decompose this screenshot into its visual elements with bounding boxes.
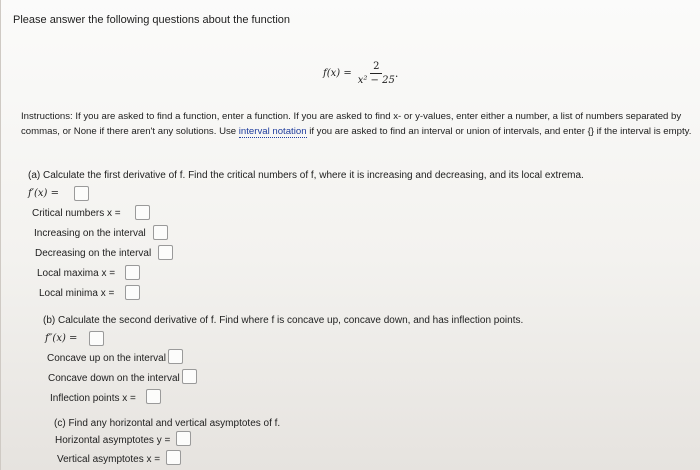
instructions-part1: Instructions: If you are asked to find a function, enter a function. If you are asked to find x- or y-values, enter either a number, a list of numbers separated by commas, or None if there aren't any solutions. Use	[21, 111, 682, 137]
function-denominator: x² − 25	[357, 74, 395, 86]
concave-down-input[interactable]	[182, 369, 197, 384]
part-a-title: (a) Calculate the first derivative of f. Find the critical numbers of f, where it is increasing and decreasing, and its local extrema.	[28, 170, 584, 181]
increasing-interval-input[interactable]	[153, 225, 168, 240]
vertical-asymptotes-input[interactable]	[166, 450, 181, 465]
inflection-points-input[interactable]	[146, 389, 161, 404]
second-derivative-input[interactable]	[89, 331, 104, 346]
part-c-title: (c) Find any horizontal and vertical asymptotes of f.	[54, 418, 281, 429]
increasing-label: Increasing on the interval	[34, 228, 146, 239]
inflection-points-label: Inflection points x =	[50, 393, 136, 404]
first-derivative-input[interactable]	[74, 186, 89, 201]
part-b-title: (b) Calculate the second derivative of f. Find where f is concave up, concave down, and has inflection points.	[43, 315, 524, 326]
critical-numbers-input[interactable]	[135, 205, 150, 220]
vertical-asymptotes-label: Vertical asymptotes x =	[57, 454, 161, 465]
local-maxima-input[interactable]	[125, 265, 140, 280]
intro-text: Please answer the following questions about the function	[13, 14, 291, 26]
critical-numbers-label: Critical numbers x =	[32, 208, 121, 219]
instructions-part2: if you are asked to find an interval or union of intervals, and enter {} if the interval is empty.	[306, 125, 692, 137]
decreasing-interval-input[interactable]	[158, 245, 173, 260]
part-a-derivative-label: f′(x) =	[28, 188, 59, 199]
function-formula	[323, 58, 398, 88]
function-fraction	[358, 61, 395, 86]
function-trail: .	[394, 66, 399, 80]
instructions-text	[21, 110, 700, 139]
local-minima-input[interactable]	[125, 285, 140, 300]
concave-up-input[interactable]	[168, 349, 183, 364]
local-minima-label: Local minima x =	[39, 288, 115, 299]
function-lhs: f(x) =	[323, 67, 352, 79]
horizontal-asymptotes-input[interactable]	[176, 431, 191, 446]
concave-down-label: Concave down on the interval	[48, 373, 180, 384]
part-b-derivative-label: f″(x) =	[45, 333, 78, 344]
concave-up-label: Concave up on the interval	[47, 353, 166, 364]
horizontal-asymptotes-label: Horizontal asymptotes y =	[55, 435, 171, 446]
interval-notation-link[interactable]: interval notation	[238, 125, 307, 137]
function-numerator: 2	[370, 61, 382, 74]
decreasing-label: Decreasing on the interval	[35, 248, 152, 259]
local-maxima-label: Local maxima x =	[37, 268, 116, 279]
